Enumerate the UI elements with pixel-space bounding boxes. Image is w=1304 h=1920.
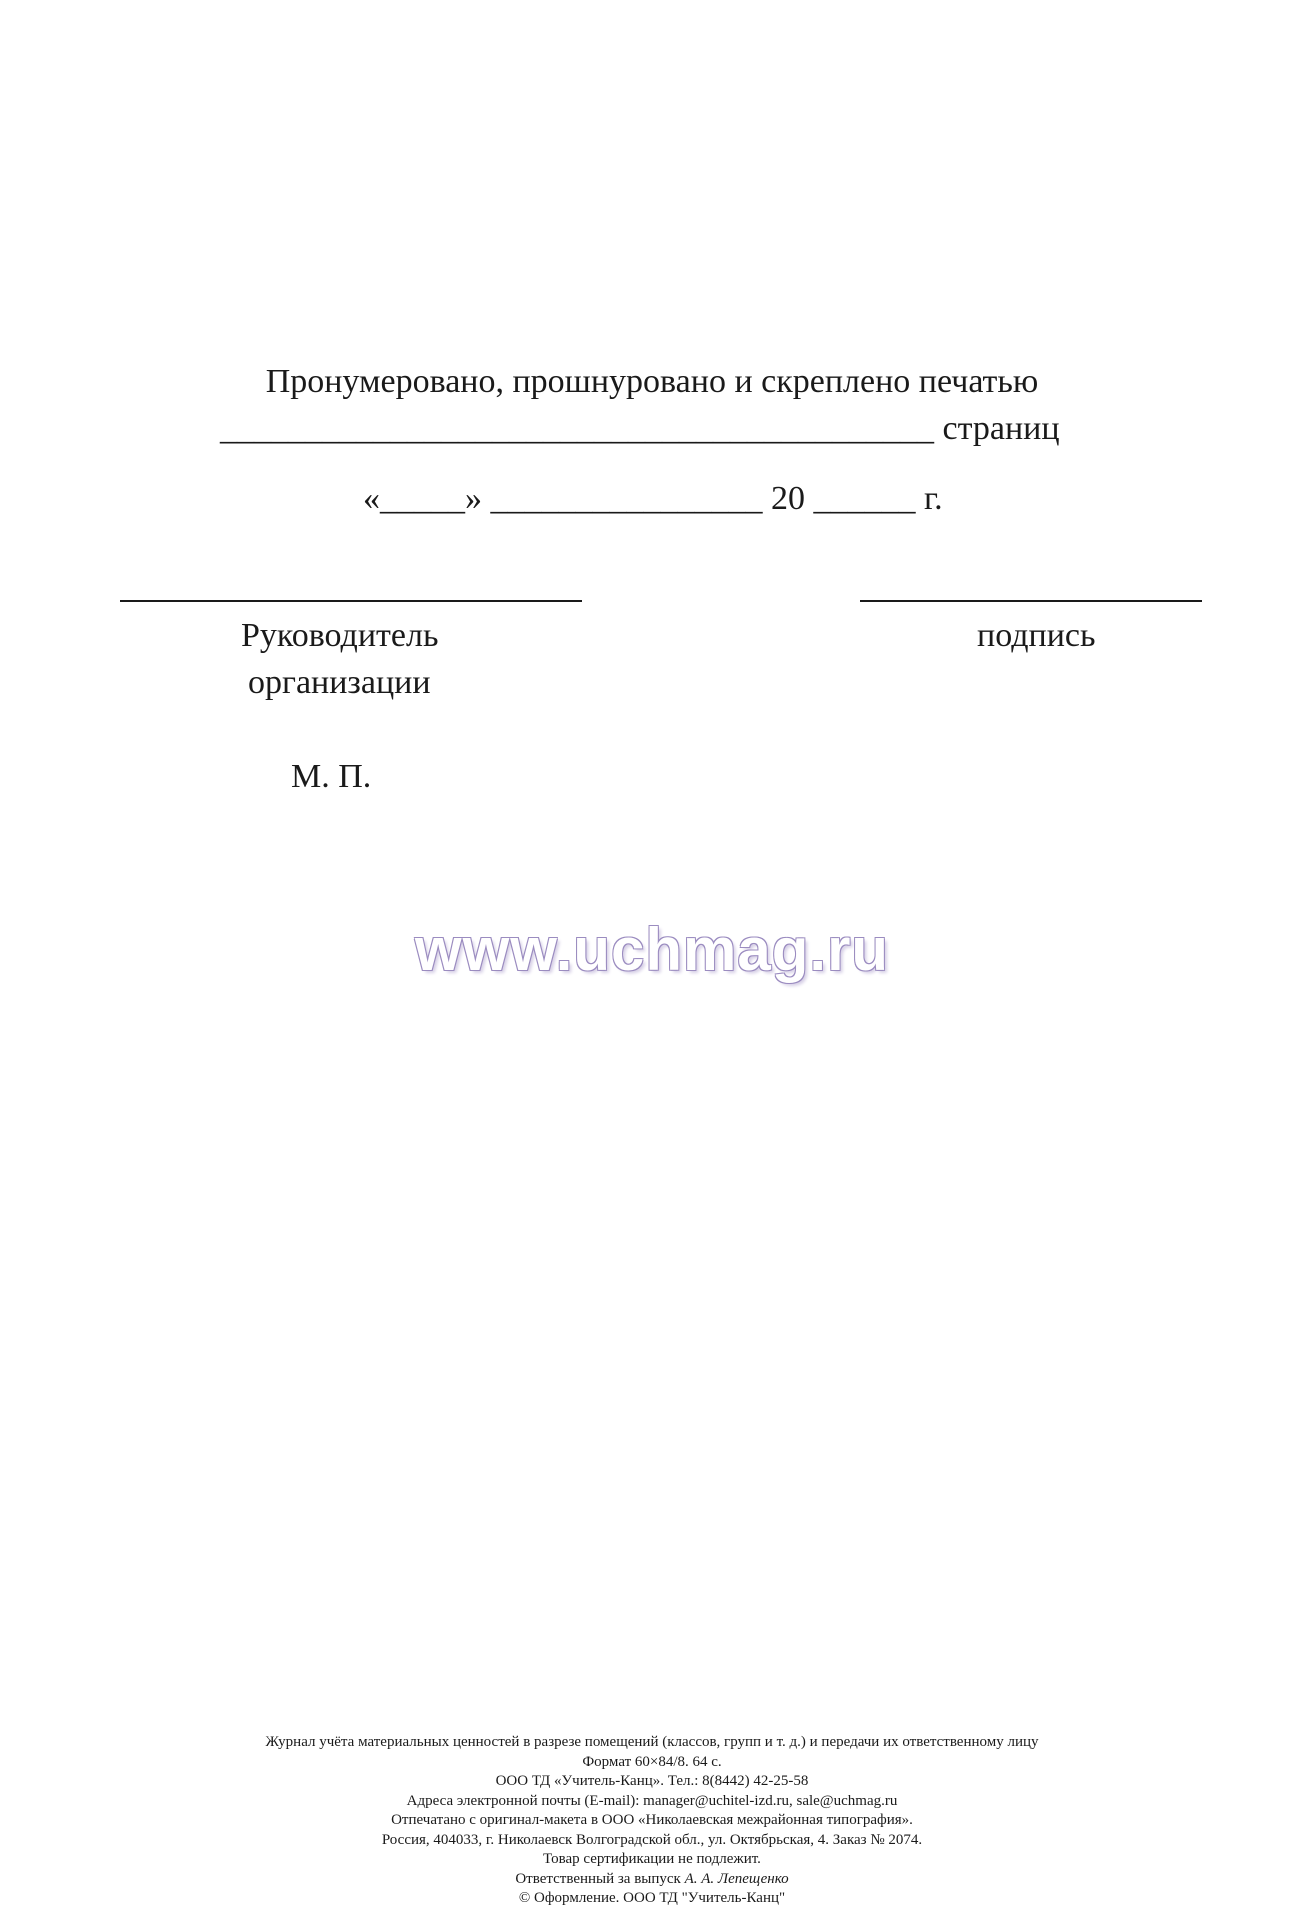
certification-heading: Пронумеровано, прошнуровано и скреплено печатью [265,363,1039,400]
head-label-line1: Руководитель [241,617,439,654]
imprint-format: Формат 60×84/8. 64 с. [582,1753,722,1770]
date-line: «_____» ________________ 20 ______ г. [363,480,943,517]
imprint-certification-note: Товар сертификации не подлежит. [543,1851,761,1867]
imprint-title: Журнал учёта материальных ценностей в разрезе помещений (классов, групп и т. д.) и передачи их ответственному лицу [265,1734,1039,1750]
imprint-block [0,1733,1304,1909]
imprint-address: Россия, 404033, г. Николаевск Волгоградской обл., ул. Октябрьская, 4. Заказ № 2074. [381,1831,923,1848]
head-label-line2: организации [248,664,431,701]
watermark-text: www.uchmag.ru [414,916,890,983]
imprint-printed: Отпечатано с оригинал-макета в ООО «Николаевская межрайонная типография». [391,1812,913,1828]
signature-rule [860,600,1202,602]
imprint-publisher: ООО ТД «Учитель-Канц». Тел.: 8(8442) 42-25-58 [495,1773,809,1789]
imprint-responsible-label: Ответственный за выпуск [515,1870,681,1887]
imprint-design: © Оформление. ООО ТД "Учитель-Канц" [518,1890,786,1906]
stamp-place-label: М. П. [291,758,372,795]
signature-label: подпись [977,617,1096,654]
pages-count-line: __________________________________________ страниц [220,410,1060,447]
imprint-responsible-name: А. А. Лепещенко [684,1870,789,1887]
imprint-responsible [0,1870,1304,1890]
head-signature-rule [120,600,582,602]
imprint-emails: Адреса электронной почты (E-mail): manager@uchitel-izd.ru, sale@uchmag.ru [406,1792,898,1809]
